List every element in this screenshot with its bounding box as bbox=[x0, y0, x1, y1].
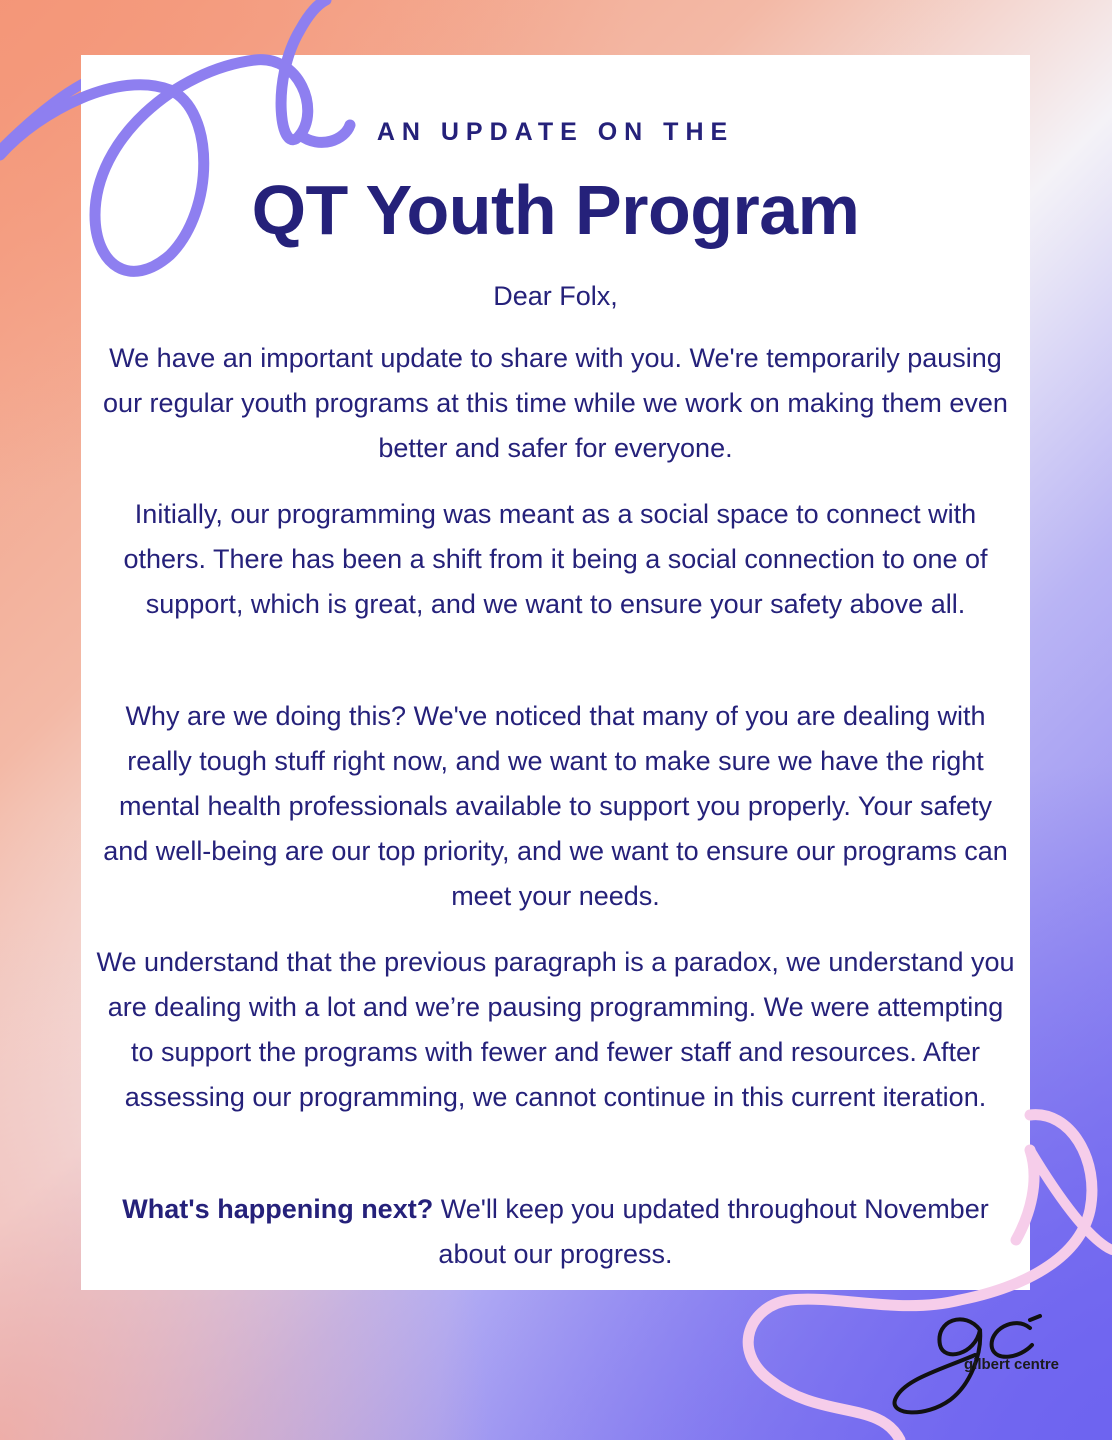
pink-ribbon-bg-icon bbox=[1030, 1150, 1112, 1250]
paragraph-program-shift: Initially, our programming was meant as a social space to connect with others. There has been a shift from it being a social connection to one of support, which is great, and we want to ensure your safety above all. bbox=[123, 499, 988, 619]
salutation: Dear Folx, bbox=[493, 281, 618, 311]
next-steps-text: We'll keep you updated throughout November about our progress. bbox=[433, 1194, 989, 1269]
page-title: QT Youth Program bbox=[251, 171, 860, 249]
gilbert-centre-wordmark: gilbert centre bbox=[964, 1356, 1060, 1373]
paragraph-pause-notice: We have an important update to share with you. We're temporarily pausing our regular youth programs at this time while we work on making them even better and safer for everyone. bbox=[103, 343, 1008, 463]
paragraph-next-steps bbox=[96, 1187, 1015, 1277]
paragraph-why: Why are we doing this? We've noticed that many of you are dealing with really tough stuff right now, and we want to make sure we have the right mental health professionals available to support you properly. Your safety and well-being are our top priority, and we want to ensure our programs can meet your needs. bbox=[103, 701, 1008, 911]
paragraph-paradox: We understand that the previous paragraph is a paradox, we understand you are dealing with a lot and we’re pausing programming. We were attempting to support the programs with fewer and fewer staff and resources. After assessing our programming, we cannot continue in this current iteration. bbox=[96, 947, 1015, 1112]
next-steps-lead: What's happening next? bbox=[122, 1194, 434, 1224]
kicker-heading: AN UPDATE ON THE bbox=[376, 118, 735, 146]
